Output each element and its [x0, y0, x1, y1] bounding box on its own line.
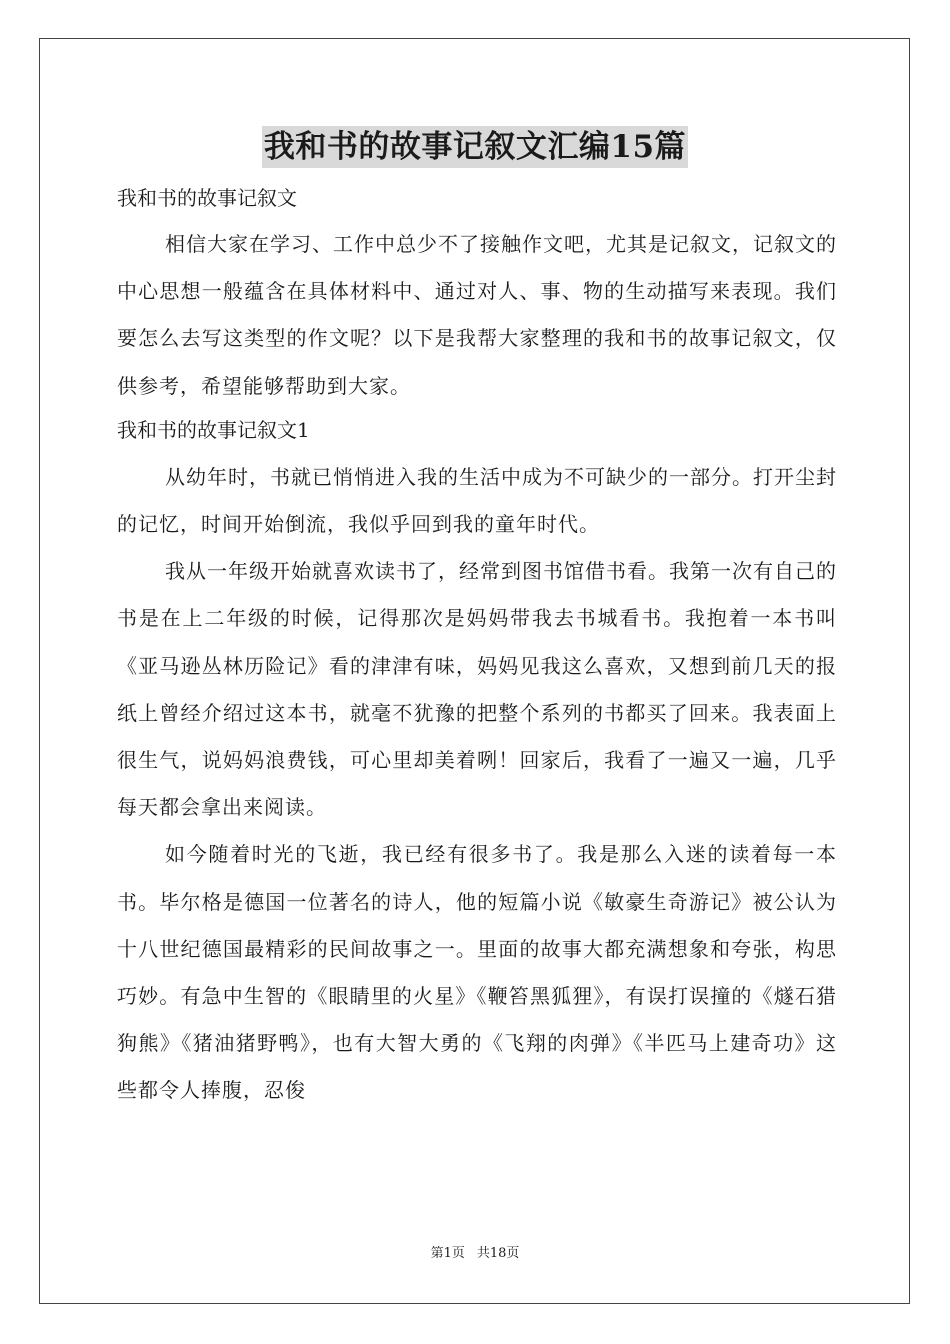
page-number: 第1页	[430, 1246, 465, 1261]
document-title: 我和书的故事记叙文汇编15篇	[262, 126, 688, 168]
page-footer	[0, 1245, 950, 1263]
intro-heading: 我和书的故事记叙文	[117, 186, 297, 210]
document-body	[117, 178, 837, 1115]
body-paragraph: 如今随着时光的飞逝，我已经有很多书了。我是那么入迷的读着每一本书。毕尔格是德国一位著名的诗人，他的短篇小说《敏豪生奇游记》被公认为十八世纪德国最精彩的民间故事之一。里面的故事大都充满想象和夸张，构思巧妙。有急中生智的《眼睛里的火星》《鞭笞黑狐狸》，有误打误撞的《燧石猎狗熊》《猪油猪野鸭》，也有大智大勇的《飞翔的肉弹》《半匹马上建奇功》这些都令人捧腹，忍俊	[117, 842, 837, 1103]
page-total: 共18页	[476, 1246, 520, 1261]
title-container	[0, 126, 950, 168]
intro-paragraph: 相信大家在学习、工作中总少不了接触作文吧，尤其是记叙文，记叙文的中心思想一般蕴含在具体材料中、通过对人、事、物的生动描写来表现。我们要怎么去写这类型的作文呢？以下是我帮大家整理的我和书的故事记叙文，仅供参考，希望能够帮助到大家。	[117, 232, 837, 398]
body-paragraph: 我从一年级开始就喜欢读书了，经常到图书馆借书看。我第一次有自己的书是在上二年级的时候，记得那次是妈妈带我去书城看书。我抱着一本书叫《亚马逊丛林历险记》看的津津有味，妈妈见我这么喜欢，又想到前几天的报纸上曾经介绍过这本书，就毫不犹豫的把整个系列的书都买了回来。我表面上很生气，说妈妈浪费钱，可心里却美着咧！回家后，我看了一遍又一遍，几乎每天都会拿出来阅读。	[117, 559, 837, 820]
section-heading: 我和书的故事记叙文1	[117, 417, 310, 442]
body-paragraph: 从幼年时，书就已悄悄进入我的生活中成为不可缺少的一部分。打开尘封的记忆，时间开始倒流，我似乎回到我的童年时代。	[117, 464, 837, 537]
